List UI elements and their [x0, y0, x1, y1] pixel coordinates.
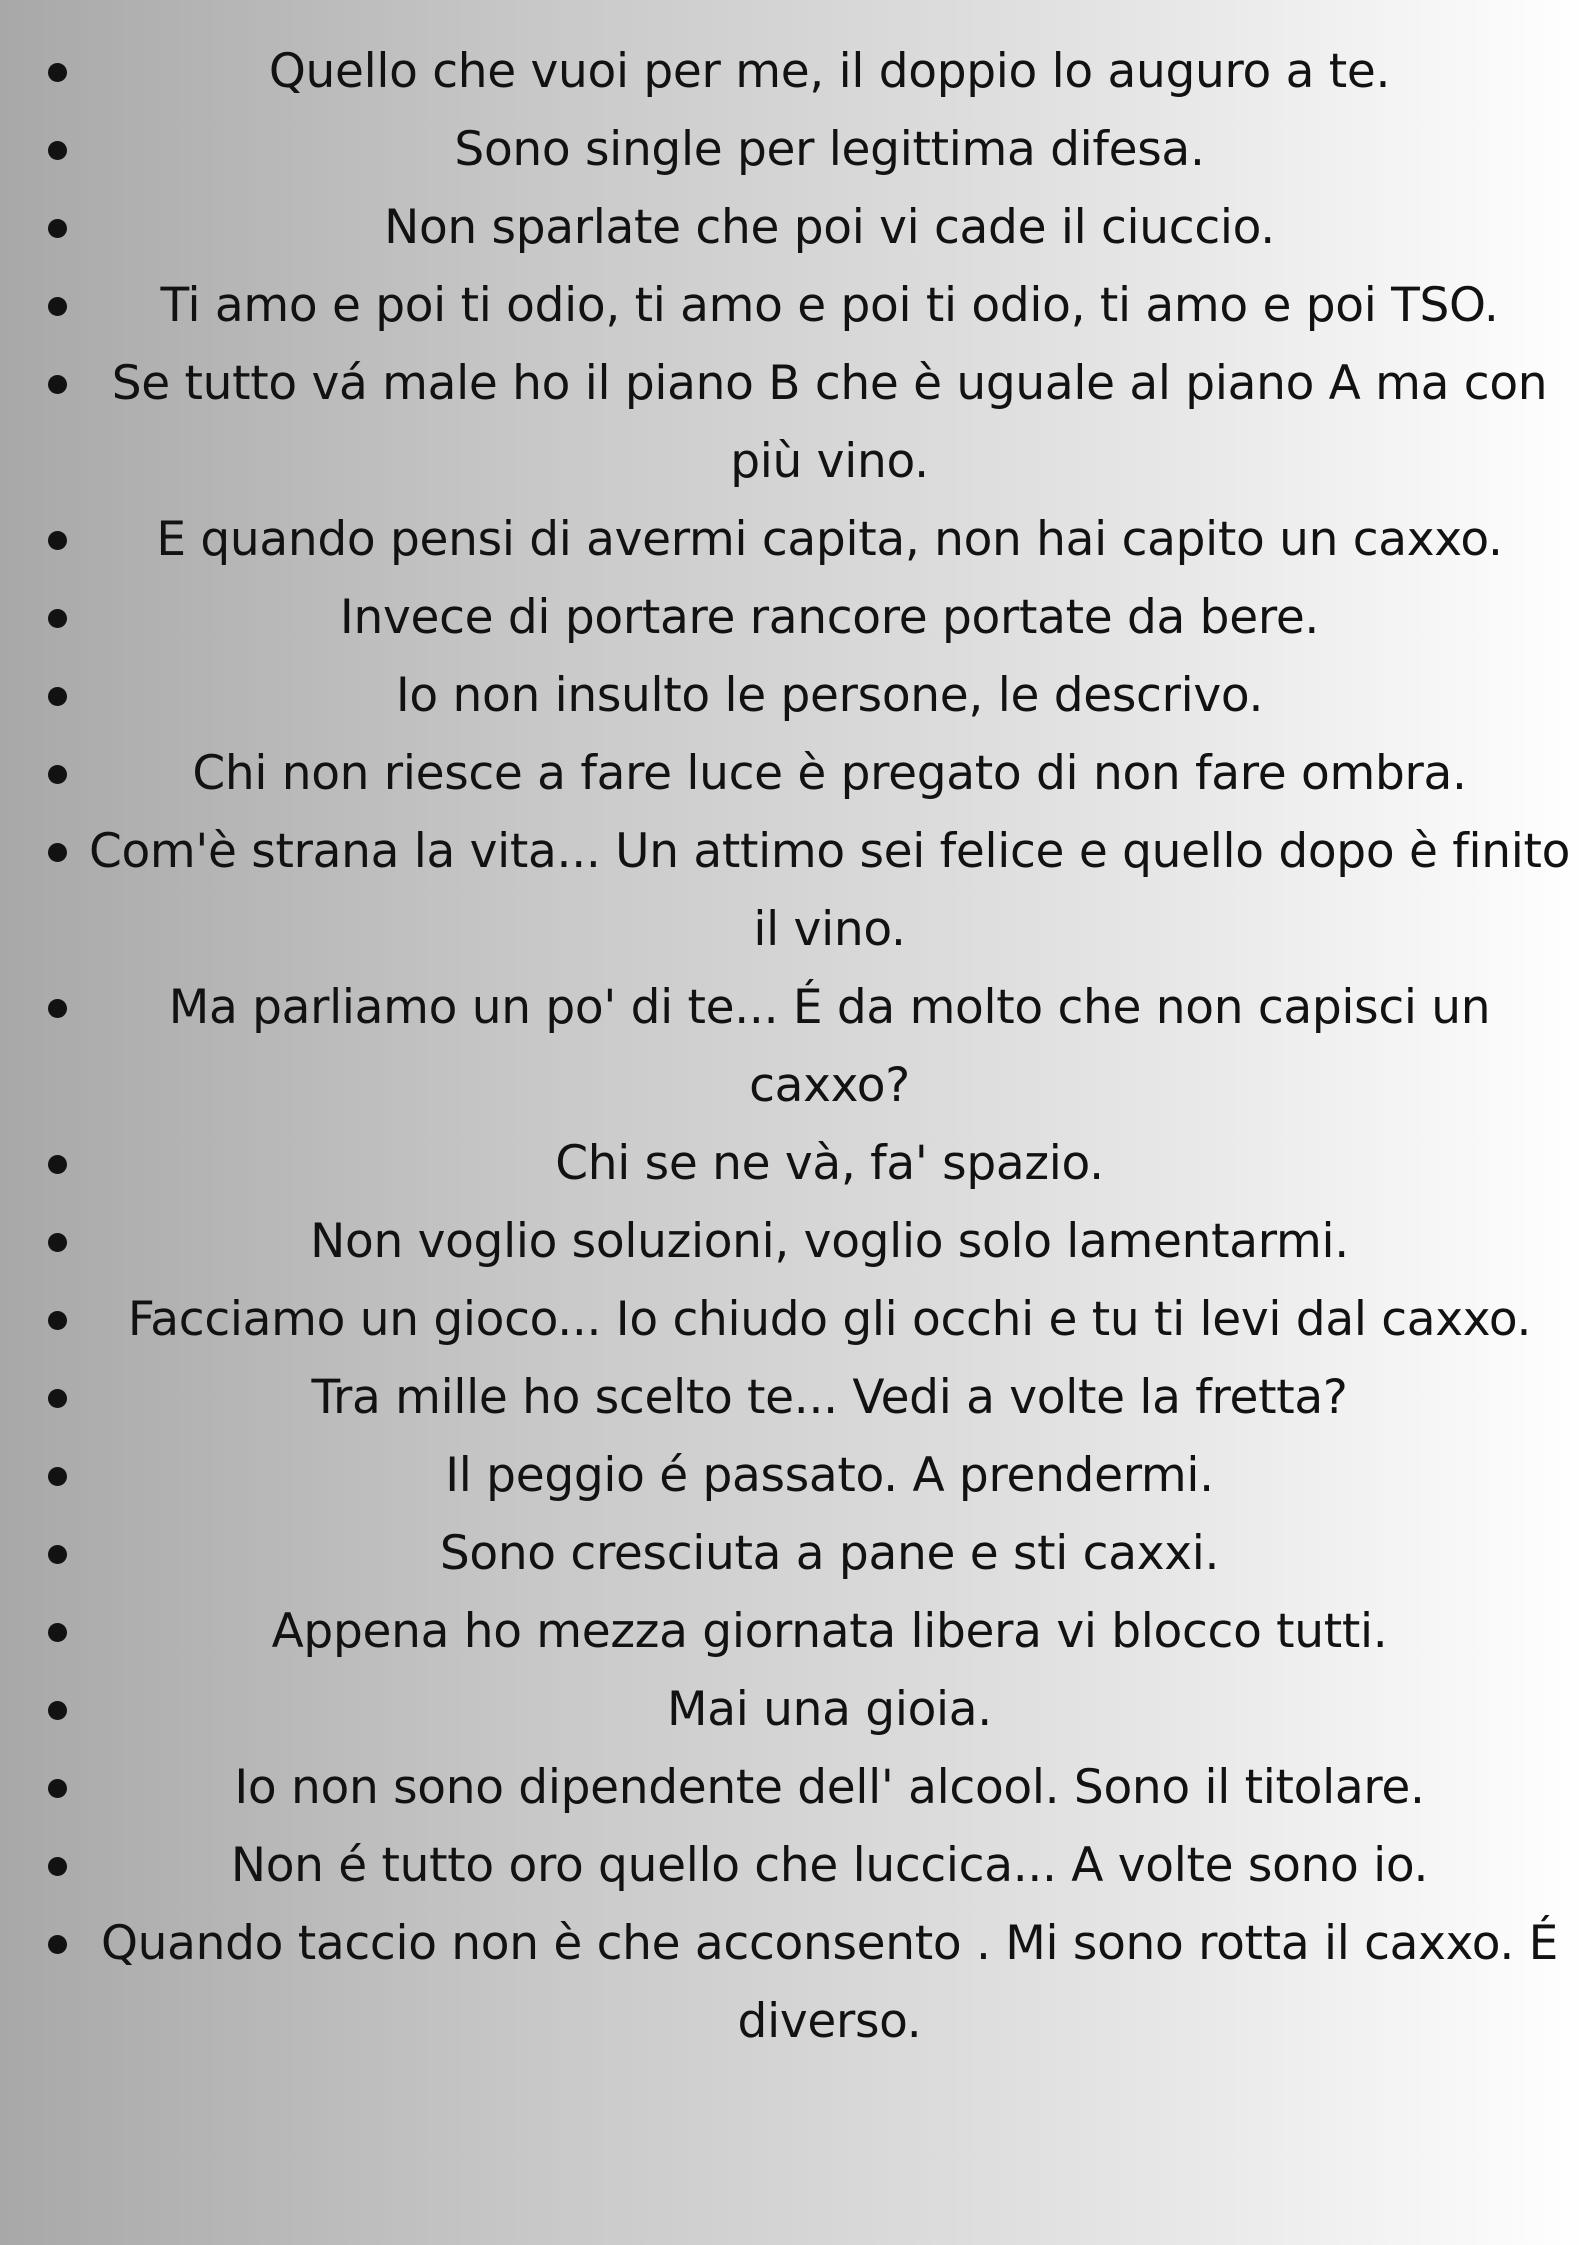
- bullet-icon: [48, 33, 82, 111]
- quote-item-19: [0, 1671, 1587, 1749]
- quote-text: Io non insulto le persone, le descrivo.: [395, 668, 1264, 723]
- quote-text: Se tutto vá male ho il piano B che è uguale al piano A ma con più vino.: [111, 356, 1548, 489]
- bullet-icon: [48, 1671, 82, 1749]
- quote-text: E quando pensi di avermi capita, non hai capito un caxxo.: [156, 512, 1503, 567]
- quote-text: Il peggio é passato. A prendermi.: [445, 1448, 1214, 1503]
- quote-text: Ma parliamo un po' di te... É da molto che non capisci un caxxo?: [168, 980, 1491, 1113]
- bullet-icon: [48, 1125, 82, 1203]
- bullet-icon: [48, 813, 82, 891]
- quote-item-4: [0, 267, 1587, 345]
- quote-item-6: [0, 501, 1587, 579]
- bullet-icon: [48, 735, 82, 813]
- quote-text: Sono cresciuta a pane e sti caxxi.: [439, 1526, 1220, 1581]
- bullet-icon: [48, 1203, 82, 1281]
- quote-item-1: [0, 33, 1587, 111]
- quote-text: Io non sono dipendente dell' alcool. Sono il titolare.: [234, 1760, 1425, 1815]
- quote-list: [0, 33, 1587, 2061]
- bullet-icon: [48, 345, 82, 423]
- quote-item-9: [0, 735, 1587, 813]
- quote-text: Chi non riesce a fare luce è pregato di non fare ombra.: [192, 746, 1467, 801]
- quote-text: Non sparlate che poi vi cade il ciuccio.: [384, 200, 1275, 255]
- quote-item-12: [0, 1125, 1587, 1203]
- bullet-icon: [48, 267, 82, 345]
- quote-text: Invece di portare rancore portate da bere.: [339, 590, 1320, 645]
- bullet-icon: [48, 579, 82, 657]
- bullet-icon: [48, 969, 82, 1047]
- bullet-icon: [48, 1281, 82, 1359]
- bullet-icon: [48, 1359, 82, 1437]
- quote-text: Appena ho mezza giornata libera vi blocco tutti.: [271, 1604, 1388, 1659]
- quote-text: Com'è strana la vita... Un attimo sei felice e quello dopo è finito il vino.: [88, 824, 1571, 957]
- quote-item-11: [0, 969, 1587, 1125]
- bullet-icon: [48, 1515, 82, 1593]
- quote-text: Sono single per legittima difesa.: [454, 122, 1205, 177]
- bullet-icon: [48, 1437, 82, 1515]
- quote-item-18: [0, 1593, 1587, 1671]
- quote-text: Ti amo e poi ti odio, ti amo e poi ti odio, ti amo e poi TSO.: [160, 278, 1499, 333]
- quote-item-16: [0, 1437, 1587, 1515]
- quote-item-14: [0, 1281, 1587, 1359]
- quote-item-21: [0, 1827, 1587, 1905]
- bullet-icon: [48, 1905, 82, 1983]
- bullet-icon: [48, 189, 82, 267]
- quote-item-2: [0, 111, 1587, 189]
- bullet-icon: [48, 1827, 82, 1905]
- quote-text: Non voglio soluzioni, voglio solo lamentarmi.: [310, 1214, 1349, 1269]
- quote-text: Chi se ne và, fa' spazio.: [555, 1136, 1104, 1191]
- quote-item-10: [0, 813, 1587, 969]
- quote-text: Facciamo un gioco... Io chiudo gli occhi e tu ti levi dal caxxo.: [127, 1292, 1532, 1347]
- quote-item-3: [0, 189, 1587, 267]
- bullet-icon: [48, 657, 82, 735]
- quote-item-15: [0, 1359, 1587, 1437]
- quote-text: Quello che vuoi per me, il doppio lo auguro a te.: [268, 44, 1391, 99]
- quote-item-17: [0, 1515, 1587, 1593]
- quote-item-5: [0, 345, 1587, 501]
- bullet-icon: [48, 501, 82, 579]
- quote-item-22: [0, 1905, 1587, 2061]
- bullet-icon: [48, 1593, 82, 1671]
- quote-item-20: [0, 1749, 1587, 1827]
- bullet-icon: [48, 111, 82, 189]
- bullet-icon: [48, 1749, 82, 1827]
- quote-text: Quando taccio non è che acconsento . Mi sono rotta il caxxo. É diverso.: [100, 1916, 1559, 2049]
- quote-text: Non é tutto oro quello che luccica... A volte sono io.: [230, 1838, 1429, 1893]
- quote-text: Tra mille ho scelto te... Vedi a volte la fretta?: [311, 1370, 1348, 1425]
- quote-item-8: [0, 657, 1587, 735]
- quote-item-13: [0, 1203, 1587, 1281]
- quote-item-7: [0, 579, 1587, 657]
- quote-text: Mai una gioia.: [667, 1682, 992, 1737]
